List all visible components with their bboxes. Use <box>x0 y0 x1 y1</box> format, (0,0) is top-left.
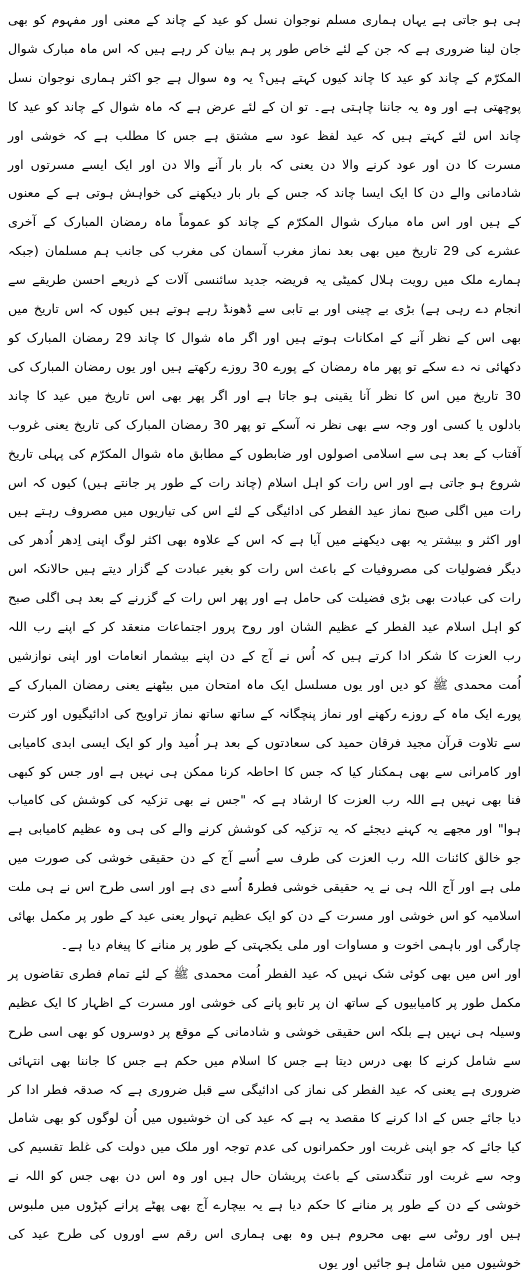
article-paragraph-1: ہی ہو جاتی ہے یہاں ہماری مسلم نوجوان نسل کو عید کے چاند کے معنی اور مفہوم کو بھی جان لینا ضروری ہے کہ جن کے لئے خاص طور پر ہم بیان کر رہے ہیں کہ اس ماہ مبارک شوال المکرّم کے چاند کو عید کا چاند کیوں کہتے ہیں؟ یہ وہ سوال ہے جو اکثر ہماری نوجوان نسل پوچھتی ہے اور وہ یہ جاننا چاہتی ہے۔ تو ان کے لئے عرض ہے کہ ماہ شوال کے چاند کو عید کا چاند اس لئے کہتے ہیں کہ عید لفظ عود سے مشتق ہے جس کا مطلب ہے کہ خوشی اور مسرت کا دن اور عود کرنے والا دن یعنی کہ بار بار آنے والا دن اور ایک ایسے مسرتوں اور شادمانی والے دن کا ایک ایسا چاند کہ جس کے بار بار دیکھنے کی خواہش ہوتی ہے کے معنوں کے ہیں اور اس ماہ مبارک شوال المکرّم کے چاند کو عموماً ماہ رمضان المبارک کے آخری عشرے کی 29 تاریخ میں بھی بعد نماز مغرب آسمان کی مغرب کی جانب ہم مسلمان (جبکہ ہمارے ملک میں رویت ہلال کمیٹی یہ فریضہ جدید سائنسی آلات کے ذریعے احسن طریقے سے انجام دے رہی ہے) بڑی بے چینی اور بے تابی سے ڈھونڈ رہے ہوتے ہیں کیوں کہ اس تاریخ میں بھی اس کے نظر آنے کے امکانات ہوتے ہیں اور اگر ماہ شوال کا چاند 29 رمضان المبارک کو دکھائی نہ دے سکے تو پھر ماہ رمضان کے پورے 30 روزے رکھتے ہیں اور یوں رمضان المبارک کی 30 تاریخ میں اس کا نظر آنا یقینی ہو جاتا ہے اور اگر پھر بھی اس تاریخ میں عید کا چاند بادلوں یا کسی اور وجہ سے بھی نظر نہ آسکے تو پھر 30 رمضان المبارک کی تاریخ یعنی غروب آفتاب کے بعد ہی سے اسلامی اصولوں اور ضابطوں کے مطابق ماہ شوال المکرّم کی پہلی تاریخ شروع ہو جاتی ہے اور اس رات کو اہل اسلام (چاند رات کے طور پر جانتے ہیں) کیوں کہ اس رات میں اگلی صبح نماز عید الفطر کی ادائیگی کے لئے اس کی تیاریوں میں مصروف رہتے ہیں اور اکثر و بیشتر یہ بھی دیکھنے میں آیا ہے کہ اس کے علاوہ بھی اکثر لوگ اپنی اِدھر اُدھر کی دیگر فضولیات کی مصروفیات کے باعث اس رات کو بغیر عبادت کے گزار دیتے ہیں حالانکہ اس رات کی عبادت بھی بڑی فضیلت کی حامل ہے اور پھر اس رات کے گزرنے کے بعد ہی اگلی صبح کو اہل اسلام عید الفطر کے عظیم الشان اور روح پرور اجتماعات منعقد کر کے اپنے رب اللہ رب العزت کا شکر ادا کرتے ہیں کہ اُس نے آج کے دن اپنے بیشمار انعامات اور اپنی نوازشیں اُمت محمدی ﷺ کو دیں اور یوں مسلسل ایک ماہ امتحان میں بیٹھنے یعنی رمضان المبارک کے پورے ایک ماہ کے روزے رکھنے اور نماز پنچگانہ کے ساتھ ساتھ نماز تراویح کی ادائیگیوں اور کثرت سے تلاوت قرآن مجید فرقان حمید کی سعادتوں کے بعد ہر اُمید وار کو ایک ایسی ابدی کامیابی اور کامرانی سے بھی ہمکنار کیا کہ جس کا احاطہ کرنا ممکن ہی نہیں ہے اور جس کو کبھی فنا بھی نہیں ہے اللہ رب العزت کا ارشاد ہے کہ "جس نے بھی تزکیہ کی کوشش کی کامیاب ہوا" اور مجھے یہ کہنے دیجئے کہ یہ تزکیہ کی کوشش کرنے والے کی ہی وہ عظیم کامیابی ہے جو خالق کائنات اللہ رب العزت کی طرف سے اُسے آج کے دن حقیقی خوشی کی صورت میں ملی ہے اور آج اللہ ہی نے یہ حقیقی خوشی فطرۃً اُسے دی ہے اور اسی طرح اس نے ہی ملت اسلامیہ کو اس خوشی اور مسرت کے دن کو ایک عظیم تہوار یعنی عید کے طور پر مکمل بھائی چارگی اور باہمی اخوت و مساوات اور ملی یکجہتی کے طور پر منانے کا پیغام دیا ہے۔ <box>8 12 521 952</box>
article-paragraph-2: اور اس میں بھی کوئی شک نہیں کہ عید الفطر اُمت محمدی ﷺ کے لئے تمام فطری تقاضوں پر مکمل طور پر کامیابیوں کے ساتھ ان پر تابو پانے کی خوشی اور مسرت کے اظہار کا ایک عظیم وسیلہ ہی نہیں ہے بلکہ اس حقیقی خوشی و شادمانی کے موقع پر دوسروں کو بھی اسی طرح سے شامل کرنے کا بھی درس دیتا ہے جس کا اسلام میں حکم ہے جس کا جاننا بھی انتہائی ضروری ہے یعنی کہ عید الفطر کی نماز کی ادائیگی سے قبل ضروری ہے کہ صدقہ فطر ادا کر دیا جائے جس کے ادا کرنے کا مقصد یہ ہے کہ عید کی ان خوشیوں میں اُن لوگوں کو بھی شامل کیا جائے کہ جو اپنی غربت اور حکمرانوں کی عدم توجہ اور ملک میں دولت کی غلط تقسیم کی وجہ سے غربت اور تنگدستی کے باعث پریشان حال ہیں اور وہ اس دن بھی جس کو اللہ نے خوشی کے دن کے طور پر منانے کا حکم دیا ہے یہ بیچارے آج بھی پھٹے پرانے کپڑوں میں ملبوس ہیں اور روٹی سے بھی محروم ہیں وہ بھی ہماری اس رقم سے اوروں کی طرح عید کی خوشیوں میں شامل ہو جائیں اور یوں <box>8 965 521 1270</box>
